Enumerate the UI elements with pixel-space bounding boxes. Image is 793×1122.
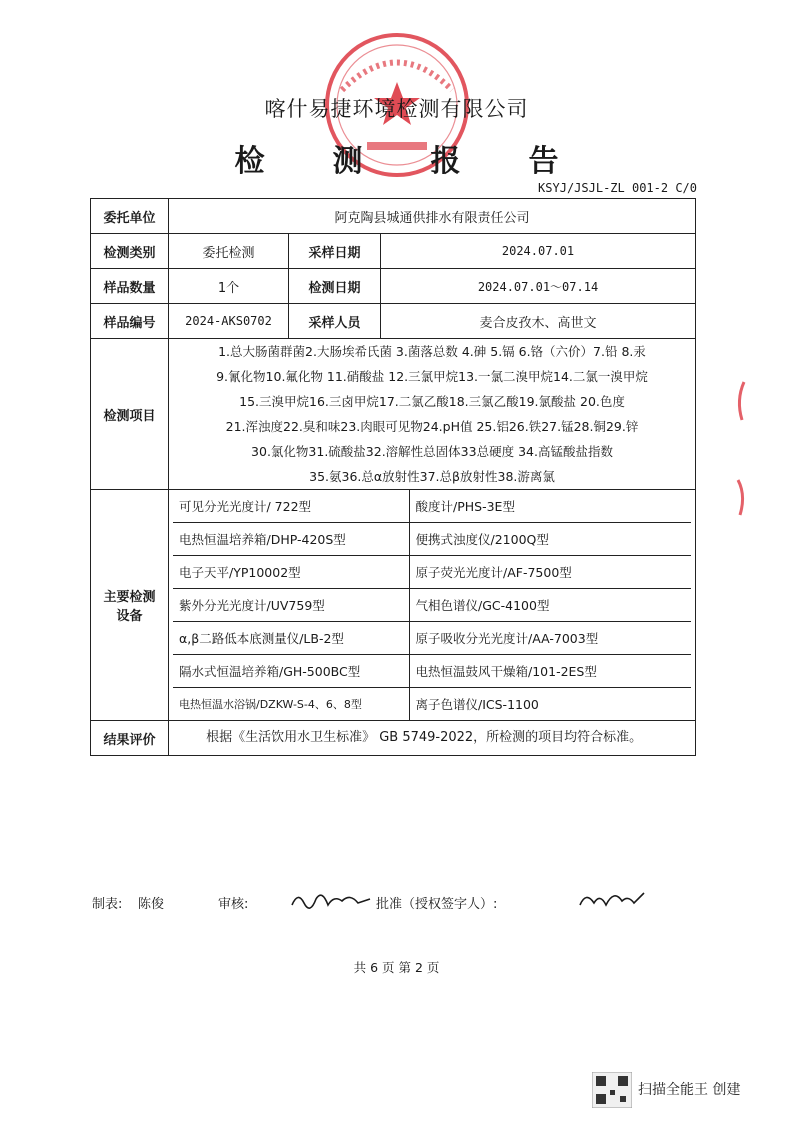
reviewer-signature <box>288 887 374 913</box>
equipment-item: 气相色谱仪/GC-4100型 <box>409 589 691 622</box>
equipment-table <box>173 490 691 720</box>
sample-no-value: 2024-AKS0702 <box>169 304 289 339</box>
document-title <box>0 136 793 180</box>
title-char: 报 <box>430 144 461 179</box>
equipment-item: α,β二路低本底测量仪/LB-2型 <box>173 622 409 655</box>
seam-stamp-mark <box>730 380 752 520</box>
equipment-item: 原子荧光光度计/AF-7500型 <box>409 556 691 589</box>
test-items-line: 9.氰化物10.氟化物 11.硝酸盐 12.三氯甲烷13.一氯二溴甲烷14.二氯一溴甲烷 <box>216 369 648 384</box>
equipment-item: 电热恒温水浴锅/DZKW-S-4、6、8型 <box>173 688 409 721</box>
sampling-date-label: 采样日期 <box>289 234 381 269</box>
reviewed-label: 审核: <box>218 897 249 912</box>
test-date-label: 检测日期 <box>289 269 381 304</box>
test-items-line: 35.氨36.总α放射性37.总β放射性38.游离氯 <box>309 469 555 484</box>
equipment-row <box>173 655 691 688</box>
equipment-row <box>173 688 691 721</box>
equipment-label-line: 设备 <box>116 609 143 624</box>
approved-label: 批准（授权签字人）: <box>376 897 498 912</box>
prepared-label: 制表: <box>92 897 123 912</box>
prepared-name: 陈俊 <box>138 897 165 912</box>
test-type-label: 检测类别 <box>91 234 169 269</box>
company-name: 喀什易捷环境检测有限公司 <box>264 97 529 121</box>
title-char: 检 <box>234 144 265 179</box>
title-char: 告 <box>528 144 559 179</box>
sample-no-label: 样品编号 <box>91 304 169 339</box>
document-code: KSYJ/JSJL-ZL 001-2 C/0 <box>538 181 697 195</box>
test-items-line: 21.浑浊度22.臭和味23.肉眼可见物24.pH值 25.铝26.铁27.锰28.铜29.锌 <box>225 419 639 434</box>
result-text-content: 根据《生活饮用水卫生标准》 GB 5749-2022，所检测的项目均符合标准。 <box>206 730 643 746</box>
sampler-label: 采样人员 <box>289 304 381 339</box>
sampler-value: 麦合皮孜木、高世文 <box>381 304 696 339</box>
equipment-item: 电子天平/YP10002型 <box>173 556 409 589</box>
equipment-item: 紫外分光光度计/UV759型 <box>173 589 409 622</box>
equipment-row <box>173 490 691 523</box>
client-label: 委托单位 <box>91 199 169 234</box>
table-row <box>91 199 696 234</box>
test-items-line: 1.总大肠菌群菌2.大肠埃希氏菌 3.菌落总数 4.砷 5.镉 6.铬（六价）7.铅 8.汞 <box>218 344 646 359</box>
equipment-list <box>169 490 696 721</box>
equipment-item: 电热恒温鼓风干燥箱/101-2ES型 <box>409 655 691 688</box>
table-row <box>91 269 696 304</box>
scanner-watermark-text: 扫描全能王 创建 <box>638 1082 741 1098</box>
client-value: 阿克陶县城通供排水有限责任公司 <box>169 199 696 234</box>
equipment-item: 电热恒温培养箱/DHP-420S型 <box>173 523 409 556</box>
title-char: 测 <box>332 144 363 179</box>
equipment-label <box>91 490 169 721</box>
equipment-item: 离子色谱仪/ICS-1100 <box>415 697 539 712</box>
table-row <box>91 721 696 756</box>
equipment-item: 便携式浊度仪/2100Q型 <box>409 523 691 556</box>
page-info: 共 6 页 第 2 页 <box>353 960 440 975</box>
equipment-label-line: 主要检测 <box>103 590 156 605</box>
table-row <box>91 304 696 339</box>
test-items-line: 15.三溴甲烷16.三卤甲烷17.二氯乙酸18.三氯乙酸19.氯酸盐 20.色度 <box>239 394 625 409</box>
qr-code-icon <box>592 1072 632 1108</box>
test-type-value: 委托检测 <box>169 234 289 269</box>
equipment-item: 隔水式恒温培养箱/GH-500BC型 <box>173 655 409 688</box>
test-items-list <box>169 339 696 490</box>
approver-signature <box>576 885 648 913</box>
equipment-row <box>173 622 691 655</box>
table-row <box>91 339 696 490</box>
equipment-item: 酸度计/PHS-3E型 <box>409 490 691 523</box>
equipment-row <box>173 589 691 622</box>
table-row <box>91 234 696 269</box>
test-date-value: 2024.07.01～07.14 <box>381 269 696 304</box>
equipment-item: 原子吸收分光光度计/AA-7003型 <box>409 622 691 655</box>
sampling-date-value: 2024.07.01 <box>381 234 696 269</box>
scanner-watermark <box>590 1070 790 1110</box>
items-label: 检测项目 <box>91 339 169 490</box>
sample-qty-value: 1个 <box>169 269 289 304</box>
sample-qty-label: 样品数量 <box>91 269 169 304</box>
equipment-row <box>173 523 691 556</box>
table-row <box>91 490 696 721</box>
test-items-line: 30.氯化物31.硫酸盐32.溶解性总固体33总硬度 34.高锰酸盐指数 <box>251 444 613 459</box>
result-label: 结果评价 <box>91 721 169 756</box>
equipment-item: 可见分光光度计/ 722型 <box>173 490 409 523</box>
result-text <box>169 721 696 756</box>
report-table <box>90 198 696 756</box>
equipment-row <box>173 556 691 589</box>
